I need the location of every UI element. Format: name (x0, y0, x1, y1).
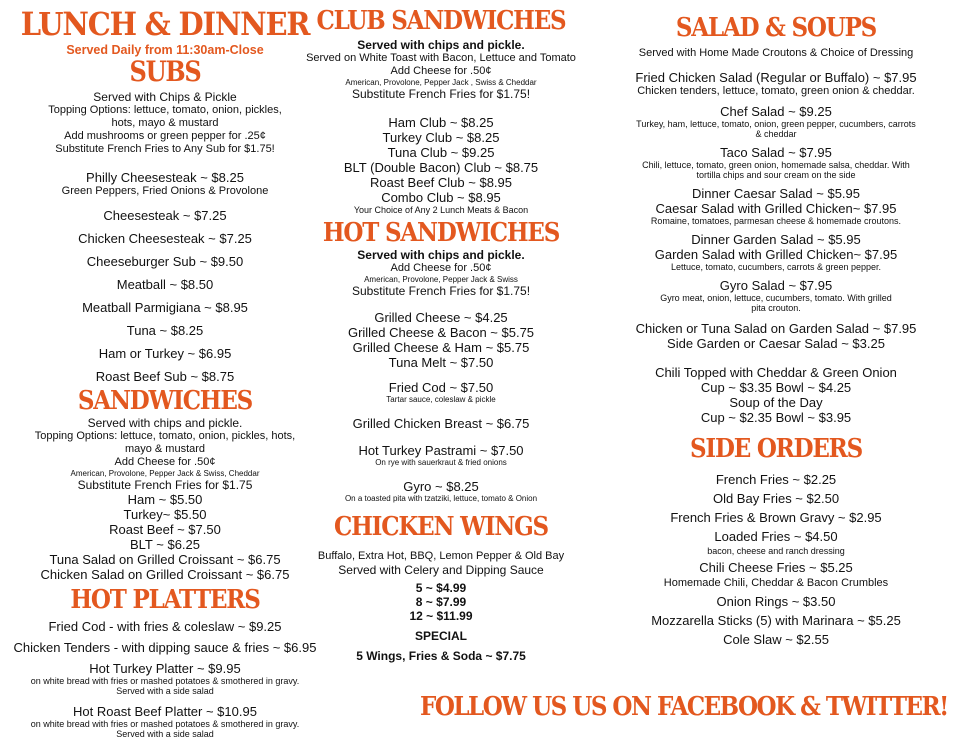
sandwiches-note: Substitute French Fries for $1.75 (77, 478, 253, 492)
menu-item-desc: Served with a side salad (116, 686, 214, 696)
subs-note: Served with Chips & Pickle (93, 90, 237, 104)
menu-item: Old Bay Fries ~ $2.50 (712, 491, 840, 506)
menu-item: Chicken Salad on Grilled Croissant ~ $6.75 (40, 567, 290, 582)
menu-item: Cole Slaw ~ $2.55 (723, 632, 829, 647)
menu-item: Grilled Chicken Breast ~ $6.75 (352, 416, 530, 431)
sandwiches-note: Add Cheese for .50¢ (114, 456, 216, 468)
menu-item: Roast Beef Club ~ $8.95 (369, 175, 512, 190)
menu-item: Ham ~ $5.50 (127, 492, 203, 507)
subs-note: Substitute French Fries to Any Sub for $1.75! (55, 143, 275, 155)
menu-item: Fried Cod - with fries & coleslaw ~ $9.25 (48, 619, 282, 634)
menu-item-desc: Tartar sauce, coleslaw & pickle (386, 395, 496, 404)
menu-item: Tuna ~ $8.25 (126, 323, 204, 338)
wings-price: 8 ~ $7.99 (415, 595, 467, 609)
menu-item: Tuna Club ~ $9.25 (387, 145, 495, 160)
sandwiches-note: American, Provolone, Pepper Jack & Swiss, Cheddar (70, 469, 260, 478)
menu-item: Onion Rings ~ $3.50 (716, 594, 836, 609)
sandwiches-note: Topping Options: lettuce, tomato, onion, pickles, hots, (34, 430, 296, 442)
menu-item: Loaded Fries ~ $4.50 (714, 529, 838, 544)
menu-item-desc: Lettuce, tomato, cucumbers, carrots & green pepper. (670, 262, 882, 272)
sandwiches-heading: SANDWICHES (77, 384, 253, 417)
menu-item: Chili Cheese Fries ~ $5.25 (699, 560, 853, 575)
menu-item-desc: Turkey, ham, lettuce, tomato, onion, green pepper, cucumbers, carrots (636, 119, 916, 129)
subs-notes (6, 90, 324, 156)
menu-item: Grilled Cheese & Bacon ~ $5.75 (347, 325, 535, 340)
club-sandwiches-heading: CLUB SANDWICHES (316, 4, 566, 37)
hot-note: Add Cheese for .50¢ (390, 262, 492, 274)
menu-item: Cup ~ $3.35 Bowl ~ $4.25 (700, 380, 852, 395)
wings-price: 12 ~ $11.99 (409, 609, 473, 623)
menu-item-desc: bacon, cheese and ranch dressing (707, 546, 845, 556)
menu-item: Soup of the Day (729, 395, 823, 410)
menu-item: Tuna Salad on Grilled Croissant ~ $6.75 (49, 552, 281, 567)
menu-item: Mozzarella Sticks (5) with Marinara ~ $5.25 (651, 613, 901, 628)
sandwiches-note: mayo & mustard (124, 443, 206, 455)
menu-item: Chicken or Tuna Salad on Garden Salad ~ $7.95 (635, 321, 917, 336)
menu-item: Hot Roast Beef Platter ~ $10.95 (73, 704, 257, 719)
wings-block (292, 550, 590, 663)
club-note: Served on White Toast with Bacon, Lettuce and Tomato (306, 52, 576, 64)
menu-item: Fried Chicken Salad (Regular or Buffalo) ~ $7.95 (635, 70, 917, 85)
menu-item-desc: Homemade Chili, Cheddar & Bacon Crumbles (663, 577, 889, 589)
menu-item: Cheesesteak ~ $7.25 (103, 208, 227, 223)
menu-item: Gyro Salad ~ $7.95 (719, 278, 833, 293)
column-right (596, 0, 956, 647)
menu-item: Chicken Cheesesteak ~ $7.25 (78, 231, 252, 246)
menu-item-desc: on white bread with fries or mashed potatoes & smothered in gravy. (30, 676, 300, 686)
club-list (292, 115, 590, 215)
menu-item: Fried Cod ~ $7.50 (388, 380, 494, 395)
social-footer: FOLLOW US US ON FACEBOOK & TWITTER! (420, 690, 948, 723)
club-notes (292, 38, 590, 101)
menu-item: Meatball ~ $8.50 (116, 277, 214, 292)
wings-price: 5 ~ $4.99 (415, 581, 467, 595)
menu-item: Side Garden or Caesar Salad ~ $3.25 (667, 336, 885, 351)
menu-item-desc: Chicken tenders, lettuce, tomato, green onion & cheddar. (637, 85, 915, 97)
club-note: Served with chips and pickle. (357, 38, 525, 52)
menu-item: Turkey Club ~ $8.25 (382, 130, 500, 145)
menu-item: BLT ~ $6.25 (130, 537, 200, 552)
menu-item: Chef Salad ~ $9.25 (720, 104, 832, 119)
menu-item-desc: On rye with sauerkraut & fried onions (375, 458, 507, 467)
menu-item: Grilled Cheese ~ $4.25 (374, 310, 508, 325)
menu-item: Garden Salad with Grilled Chicken~ $7.95 (654, 247, 898, 262)
menu-item: Dinner Caesar Salad ~ $5.95 (691, 186, 861, 201)
menu-item: Turkey~ $5.50 (123, 507, 207, 522)
menu-item-desc: Gyro meat, onion, lettuce, cucumbers, tomato. With grilled (660, 293, 892, 303)
subs-note: Add mushrooms or green pepper for .25¢ (64, 130, 266, 142)
subs-note: hots, mayo & mustard (111, 117, 219, 129)
menu-item: Grilled Cheese & Ham ~ $5.75 (352, 340, 530, 355)
menu-item: Tuna Melt ~ $7.50 (388, 355, 494, 370)
menu-item: Chicken Tenders - with dipping sauce & fries ~ $6.95 (13, 640, 317, 655)
club-note: Substitute French Fries for $1.75! (351, 87, 531, 101)
lunch-dinner-title: LUNCH & DINNER (20, 5, 310, 43)
menu-item: Combo Club ~ $8.95 (381, 190, 501, 205)
menu-item: French Fries & Brown Gravy ~ $2.95 (670, 510, 882, 525)
hot-sandwiches-heading: HOT SANDWICHES (322, 216, 560, 249)
menu-item: Roast Beef ~ $7.50 (109, 522, 221, 537)
hot-list (292, 310, 590, 503)
salad-note: Served with Home Made Croutons & Choice of Dressing (638, 47, 914, 59)
menu-item: Cup ~ $2.35 Bowl ~ $3.95 (700, 410, 852, 425)
hot-platters-heading: HOT PLATTERS (70, 583, 260, 616)
menu-item-desc: On a toasted pita with tzatziki, lettuce, tomato & Onion (344, 494, 538, 503)
menu-item: Ham or Turkey ~ $6.95 (98, 346, 232, 361)
served-daily: Served Daily from 11:30am-Close (66, 43, 264, 57)
menu-item: Ham Club ~ $8.25 (388, 115, 494, 130)
salad-soups-heading: SALAD & SOUPS (675, 11, 877, 44)
hot-note: Substitute French Fries for $1.75! (351, 284, 531, 298)
menu-item-desc: Your Choice of Any 2 Lunch Meats & Bacon (353, 205, 529, 215)
subs-list (6, 170, 324, 384)
menu-item: Taco Salad ~ $7.95 (720, 145, 832, 160)
menu-item: Dinner Garden Salad ~ $5.95 (691, 232, 861, 247)
sandwiches-note: Served with chips and pickle. (87, 416, 243, 430)
sandwiches-list (6, 492, 324, 582)
menu-item: French Fries ~ $2.25 (715, 472, 837, 487)
menu-item-desc: Served with a side salad (116, 729, 214, 739)
menu-item-desc: pita crouton. (751, 303, 801, 313)
wings-note: Served with Celery and Dipping Sauce (338, 563, 544, 577)
menu-item: BLT (Double Bacon) Club ~ $8.75 (343, 160, 539, 175)
menu-item: Hot Turkey Platter ~ $9.95 (89, 661, 241, 676)
column-middle (292, 0, 590, 663)
menu-item: Roast Beef Sub ~ $8.75 (95, 369, 235, 384)
menu-item: Cheeseburger Sub ~ $9.50 (86, 254, 244, 269)
club-note: American, Provolone, Pepper Jack , Swiss & Cheddar (345, 78, 537, 87)
column-left (6, 0, 324, 739)
side-orders-heading: SIDE ORDERS (689, 432, 862, 465)
subs-note: Topping Options: lettuce, tomato, onion, pickles, (48, 104, 282, 116)
wings-special-item: 5 Wings, Fries & Soda ~ $7.75 (356, 649, 526, 663)
chicken-wings-heading: CHICKEN WINGS (334, 510, 548, 543)
subs-heading: SUBS (129, 54, 201, 89)
hot-note: American, Provolone, Pepper Jack & Swiss (364, 275, 518, 284)
menu-item: Caesar Salad with Grilled Chicken~ $7.95 (655, 201, 897, 216)
menu-item: Meatball Parmigiana ~ $8.95 (82, 300, 248, 315)
hot-notes (292, 248, 590, 298)
hot-note: Served with chips and pickle. (357, 248, 525, 262)
menu-item-desc: & cheddar (755, 129, 797, 139)
menu-item: Philly Cheesesteak ~ $8.25 (86, 170, 244, 185)
menu-item-desc: Green Peppers, Fried Onions & Provolone (61, 185, 269, 197)
menu-item: Gyro ~ $8.25 (403, 479, 479, 494)
salad-list (596, 70, 956, 425)
menu-item-desc: Romaine, tomatoes, parmesan cheese & homemade croutons. (650, 216, 902, 226)
menu-item-desc: on white bread with fries or mashed potatoes & smothered in gravy. (30, 719, 300, 729)
club-note: Add Cheese for .50¢ (390, 65, 492, 77)
wings-special-label: SPECIAL (414, 629, 467, 643)
menu-item: Hot Turkey Pastrami ~ $7.50 (358, 443, 524, 458)
menu-item: Chili Topped with Cheddar & Green Onion (655, 365, 897, 380)
menu-item-desc: tortilla chips and sour cream on the side (696, 170, 856, 180)
platters-list (6, 619, 324, 739)
menu-item-desc: Chili, lettuce, tomato, green onion, homemade salsa, cheddar. With (642, 160, 910, 170)
wings-note: Buffalo, Extra Hot, BBQ, Lemon Pepper & Old Bay (317, 550, 565, 562)
sandwiches-notes (6, 416, 324, 492)
sides-list (596, 472, 956, 647)
